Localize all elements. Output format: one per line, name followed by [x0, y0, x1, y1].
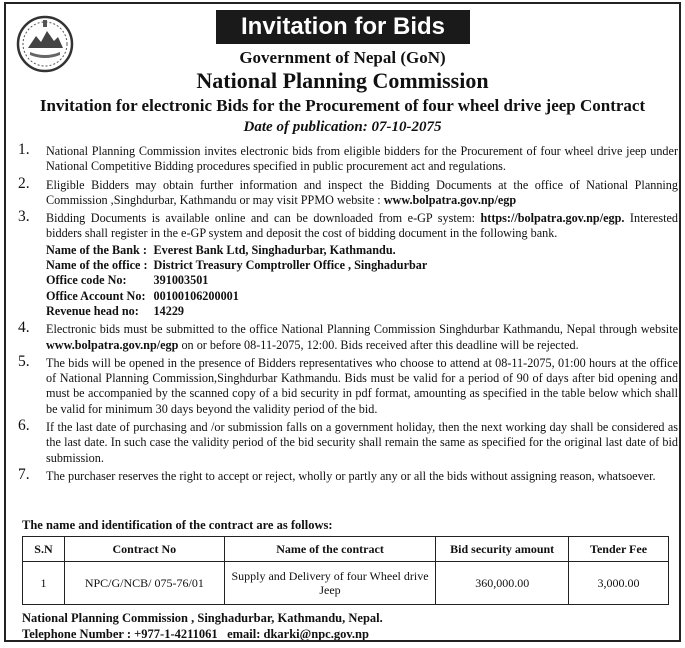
table-caption: The name and identification of the contract are as follows:	[22, 518, 333, 532]
cell-bid-security: 360,000.00	[436, 562, 569, 605]
egp-link[interactable]: https://bolpatra.gov.np/egp.	[480, 211, 625, 226]
notice-item: 6. If the last date of purchasing and /or submission falls on a government holiday, then the next working day shall be considered as the last date. In such case the validity period of the bid security shall remain the same as specified for the original last date of bid submission.	[18, 417, 678, 465]
notice-item: 4. Electronic bids must be submitted to the office National Planning Commission Singhdurbar Kathmandu, Nepal through website www.bolpatra.gov.np/egp on or before 08-11-2075, 12:00. Bids received after this deadline will be rejected.	[18, 319, 678, 352]
contact-footer	[22, 610, 383, 642]
notice-subject: Invitation for electronic Bids for the Procurement of four wheel drive jeep Contract	[39, 96, 646, 115]
bank-details: Name of the Bank : Everest Bank Ltd, Singhadurbar, Kathmandu. Name of the office : District Treasury Comptroller Office , Singhadurbar Office code No: 391003501 Office Account No: 00100106200001 Revenue head no: 14229	[46, 242, 428, 318]
notice-item: 2. Eligible Bidders may obtain further information and inspect the Bidding Documents at the office of National Planning Commission ,Singhdurbar, Kathmandu or may visit PPMO website : www.bolpatra.gov.np/egp	[18, 174, 678, 207]
government-name: Government of Nepal (GoN)	[239, 48, 446, 67]
submission-link[interactable]: www.bolpatra.gov.np/egp	[46, 337, 179, 352]
notice-item: 5. The bids will be opened in the presence of Bidders representatives who choose to attend at 08-11-2075, 01:00 hours at the office of National Planning Commission,Singhdurbar Kathmandu. Bids must be valid for a period of 90 of days after bid opening and must be accompanied by the scanned copy of a bid security in pdf format, amounting as specified in the table below which shall be valid for minimum 30 days beyond the validity period of the bid.	[18, 352, 678, 416]
publication-date: Date of publication: 07-10-2075	[243, 119, 442, 135]
table-header-row	[23, 537, 669, 562]
table-row	[23, 562, 669, 605]
organization-name: National Planning Commission	[196, 68, 489, 93]
footer-contact: Telephone Number : +977-1-4211061 email: dkarki@npc.gov.np	[22, 627, 369, 641]
cell-contract-no: NPC/G/NCB/ 075-76/01	[64, 562, 224, 605]
notice-item: 1. National Planning Commission invites electronic bids from eligible bidders for the Procurement of four wheel drive jeep under National Competitive Bidding procedures specified in public procurement act and regulations.	[18, 141, 678, 174]
header-contract-name: Name of the contract	[224, 537, 436, 562]
phone-number: +977-1-4211061	[134, 627, 218, 641]
notice-item: 7. The purchaser reserves the right to accept or reject, wholly or partly any or all the bids without assigning reason, whatsoever.	[18, 465, 656, 483]
cell-contract-name: Supply and Delivery of four Wheel drive Jeep	[224, 562, 436, 605]
notice-item: 3. Bidding Documents is available online and can be downloaded from e-GP system: https://bolpatra.gov.np/egp. Interested bidders shall register in the e-GP system and deposit the cost of bidding document in the following bank. Name of the Bank : Everest Bank Ltd, Singhadurbar, Kathmandu. Name of the office : District Treasury Comptroller Office , Singhadurbar Office code No: 391003501 Office Account No: 00100106200001 Revenue head no: 14229	[18, 208, 678, 318]
cell-tender-fee: 3,000.00	[569, 562, 669, 605]
email-link[interactable]: dkarki@npc.gov.np	[263, 627, 369, 641]
notice-items	[18, 141, 678, 487]
cell-sn: 1	[23, 562, 65, 605]
header-contract-no: Contract No	[64, 537, 224, 562]
ppmo-link[interactable]: www.bolpatra.gov.np/egp	[383, 192, 517, 207]
banner-title: Invitation for Bids	[216, 10, 470, 44]
contract-table	[22, 536, 669, 605]
header-sn: S.N	[23, 537, 65, 562]
notice-page	[4, 2, 681, 642]
header-tender-fee: Tender Fee	[569, 537, 669, 562]
header-bid-security: Bid security amount	[436, 537, 569, 562]
footer-address: National Planning Commission , Singhadurbar, Kathmandu, Nepal.	[22, 611, 383, 625]
